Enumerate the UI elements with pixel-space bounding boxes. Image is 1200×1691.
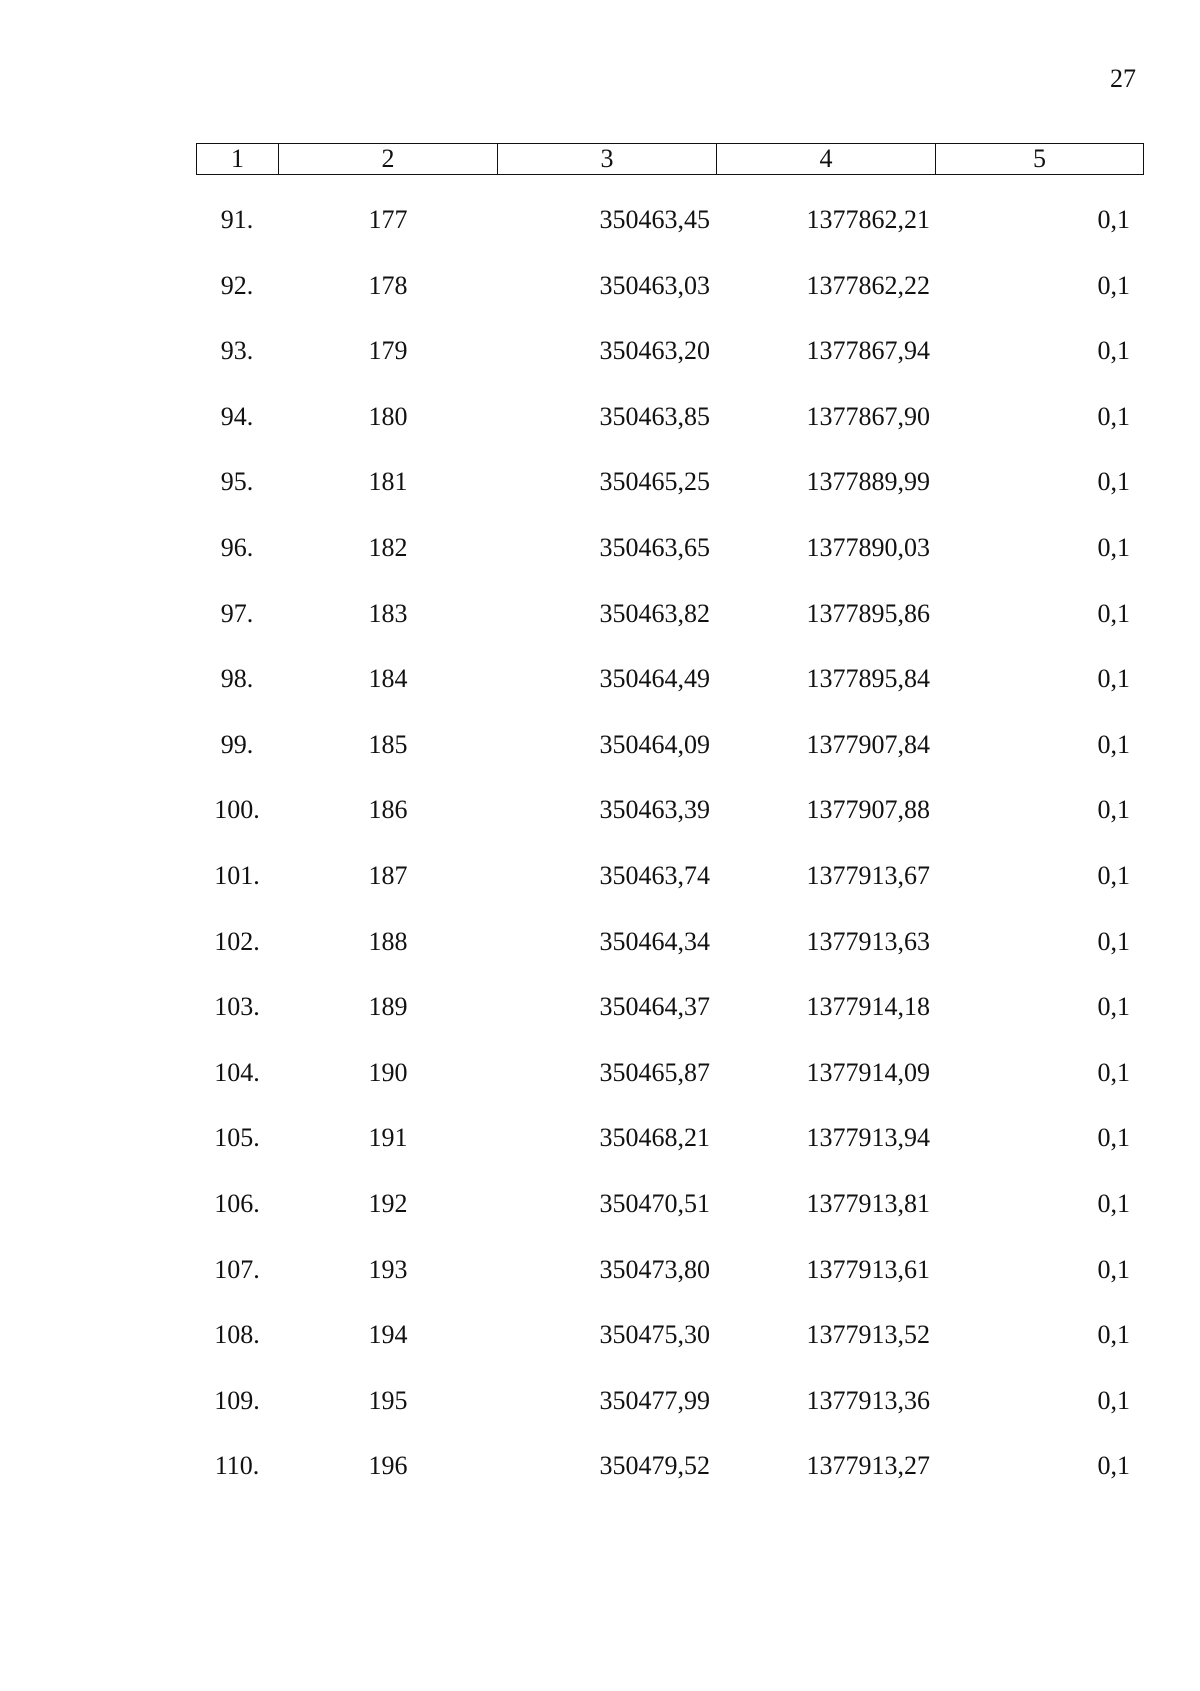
table-row [0, 266, 1200, 332]
table-header-row [196, 143, 1144, 175]
y-coordinate-cell: 1377914,09 [806, 1057, 930, 1087]
x-coordinate-cell: 350463,45 [599, 205, 710, 234]
accuracy-cell: 0,1 [1097, 729, 1130, 759]
x-coordinate-cell: 350463,65 [599, 532, 710, 562]
accuracy-cell: 0,1 [1097, 336, 1130, 366]
y-coordinate-cell: 1377913,67 [806, 860, 930, 890]
table-row [0, 1184, 1200, 1250]
x-coordinate-cell: 350463,20 [599, 336, 710, 366]
row-number-cell: 108. [214, 1320, 260, 1350]
table-row [0, 1118, 1200, 1184]
row-number-cell: 93. [220, 336, 254, 366]
y-coordinate-cell: 1377913,36 [806, 1385, 930, 1415]
accuracy-cell: 0,1 [1097, 1385, 1130, 1415]
y-coordinate-cell: 1377890,03 [806, 532, 930, 562]
x-coordinate-cell: 350468,21 [599, 1123, 710, 1153]
point-id-cell: 186 [368, 795, 408, 825]
x-coordinate-cell: 350475,30 [599, 1320, 710, 1350]
y-coordinate-cell: 1377907,88 [806, 795, 930, 825]
y-coordinate-cell: 1377914,18 [806, 992, 930, 1022]
row-number-cell: 98. [220, 664, 254, 694]
table-row [0, 1446, 1200, 1512]
table-row [0, 594, 1200, 660]
table-row [0, 1315, 1200, 1381]
y-coordinate-cell: 1377862,22 [806, 270, 930, 300]
accuracy-cell: 0,1 [1097, 270, 1130, 300]
x-coordinate-cell: 350464,34 [599, 926, 710, 956]
row-number-cell: 102. [214, 926, 260, 956]
row-number-cell: 99. [220, 729, 254, 759]
y-coordinate-cell: 1377913,81 [806, 1188, 930, 1218]
point-id-cell: 195 [368, 1385, 408, 1415]
point-id-cell: 177 [368, 205, 408, 234]
point-id-cell: 196 [368, 1451, 408, 1481]
point-id-cell: 183 [368, 598, 408, 628]
table-row [0, 528, 1200, 594]
table-row [0, 200, 1200, 266]
y-coordinate-cell: 1377913,27 [806, 1451, 930, 1481]
accuracy-cell: 0,1 [1097, 1057, 1130, 1087]
accuracy-cell: 0,1 [1097, 1254, 1130, 1284]
accuracy-cell: 0,1 [1097, 598, 1130, 628]
accuracy-cell: 0,1 [1097, 1188, 1130, 1218]
table-header-cell: 4 [717, 144, 936, 174]
row-number-cell: 96. [220, 532, 254, 562]
y-coordinate-cell: 1377913,94 [806, 1123, 930, 1153]
row-number-cell: 91. [220, 205, 254, 234]
x-coordinate-cell: 350470,51 [599, 1188, 710, 1218]
table-row [0, 397, 1200, 463]
x-coordinate-cell: 350464,37 [599, 992, 710, 1022]
x-coordinate-cell: 350463,03 [599, 270, 710, 300]
x-coordinate-cell: 350463,85 [599, 401, 710, 431]
x-coordinate-cell: 350464,09 [599, 729, 710, 759]
point-id-cell: 189 [368, 992, 408, 1022]
row-number-cell: 94. [220, 401, 254, 431]
accuracy-cell: 0,1 [1097, 532, 1130, 562]
y-coordinate-cell: 1377913,63 [806, 926, 930, 956]
point-id-cell: 194 [368, 1320, 408, 1350]
accuracy-cell: 0,1 [1097, 205, 1130, 234]
x-coordinate-cell: 350465,25 [599, 467, 710, 497]
point-id-cell: 191 [368, 1123, 408, 1153]
table-row [0, 659, 1200, 725]
table-header-cell: 3 [498, 144, 717, 174]
row-number-cell: 106. [214, 1188, 260, 1218]
accuracy-cell: 0,1 [1097, 1451, 1130, 1481]
point-id-cell: 190 [368, 1057, 408, 1087]
x-coordinate-cell: 350479,52 [599, 1451, 710, 1481]
table-row [0, 1250, 1200, 1316]
y-coordinate-cell: 1377895,86 [806, 598, 930, 628]
y-coordinate-cell: 1377907,84 [806, 729, 930, 759]
y-coordinate-cell: 1377862,21 [806, 205, 930, 234]
x-coordinate-cell: 350463,39 [599, 795, 710, 825]
row-number-cell: 100. [214, 795, 260, 825]
accuracy-cell: 0,1 [1097, 1320, 1130, 1350]
x-coordinate-cell: 350473,80 [599, 1254, 710, 1284]
row-number-cell: 104. [214, 1057, 260, 1087]
accuracy-cell: 0,1 [1097, 860, 1130, 890]
row-number-cell: 92. [220, 270, 254, 300]
point-id-cell: 187 [368, 860, 408, 890]
table-row [0, 331, 1200, 397]
table-row [0, 987, 1200, 1053]
table-row [0, 922, 1200, 988]
row-number-cell: 97. [220, 598, 254, 628]
row-number-cell: 95. [220, 467, 254, 497]
x-coordinate-cell: 350463,82 [599, 598, 710, 628]
accuracy-cell: 0,1 [1097, 401, 1130, 431]
table-header-cell: 1 [197, 144, 279, 174]
table-body [0, 200, 1200, 1512]
page-number: 27 [1110, 64, 1136, 93]
accuracy-cell: 0,1 [1097, 795, 1130, 825]
point-id-cell: 188 [368, 926, 408, 956]
point-id-cell: 179 [368, 336, 408, 366]
accuracy-cell: 0,1 [1097, 664, 1130, 694]
y-coordinate-cell: 1377913,61 [806, 1254, 930, 1284]
point-id-cell: 192 [368, 1188, 408, 1218]
row-number-cell: 110. [214, 1451, 260, 1481]
table-row [0, 725, 1200, 791]
point-id-cell: 178 [368, 270, 408, 300]
row-number-cell: 105. [214, 1123, 260, 1153]
table-row [0, 462, 1200, 528]
row-number-cell: 107. [214, 1254, 260, 1284]
accuracy-cell: 0,1 [1097, 992, 1130, 1022]
x-coordinate-cell: 350465,87 [599, 1057, 710, 1087]
y-coordinate-cell: 1377867,94 [806, 336, 930, 366]
x-coordinate-cell: 350463,74 [599, 860, 710, 890]
y-coordinate-cell: 1377867,90 [806, 401, 930, 431]
row-number-cell: 103. [214, 992, 260, 1022]
table-row [0, 790, 1200, 856]
x-coordinate-cell: 350464,49 [599, 664, 710, 694]
point-id-cell: 181 [368, 467, 408, 497]
row-number-cell: 109. [214, 1385, 260, 1415]
point-id-cell: 182 [368, 532, 408, 562]
point-id-cell: 180 [368, 401, 408, 431]
accuracy-cell: 0,1 [1097, 926, 1130, 956]
accuracy-cell: 0,1 [1097, 1123, 1130, 1153]
accuracy-cell: 0,1 [1097, 467, 1130, 497]
table-row [0, 856, 1200, 922]
y-coordinate-cell: 1377913,52 [806, 1320, 930, 1350]
table-header-cell: 5 [1033, 144, 1046, 173]
point-id-cell: 185 [368, 729, 408, 759]
x-coordinate-cell: 350477,99 [599, 1385, 710, 1415]
table-row [0, 1381, 1200, 1447]
y-coordinate-cell: 1377889,99 [806, 467, 930, 497]
row-number-cell: 101. [214, 860, 260, 890]
y-coordinate-cell: 1377895,84 [806, 664, 930, 694]
point-id-cell: 193 [368, 1254, 408, 1284]
table-row [0, 1053, 1200, 1119]
point-id-cell: 184 [368, 664, 408, 694]
table-header-cell: 2 [279, 144, 498, 174]
